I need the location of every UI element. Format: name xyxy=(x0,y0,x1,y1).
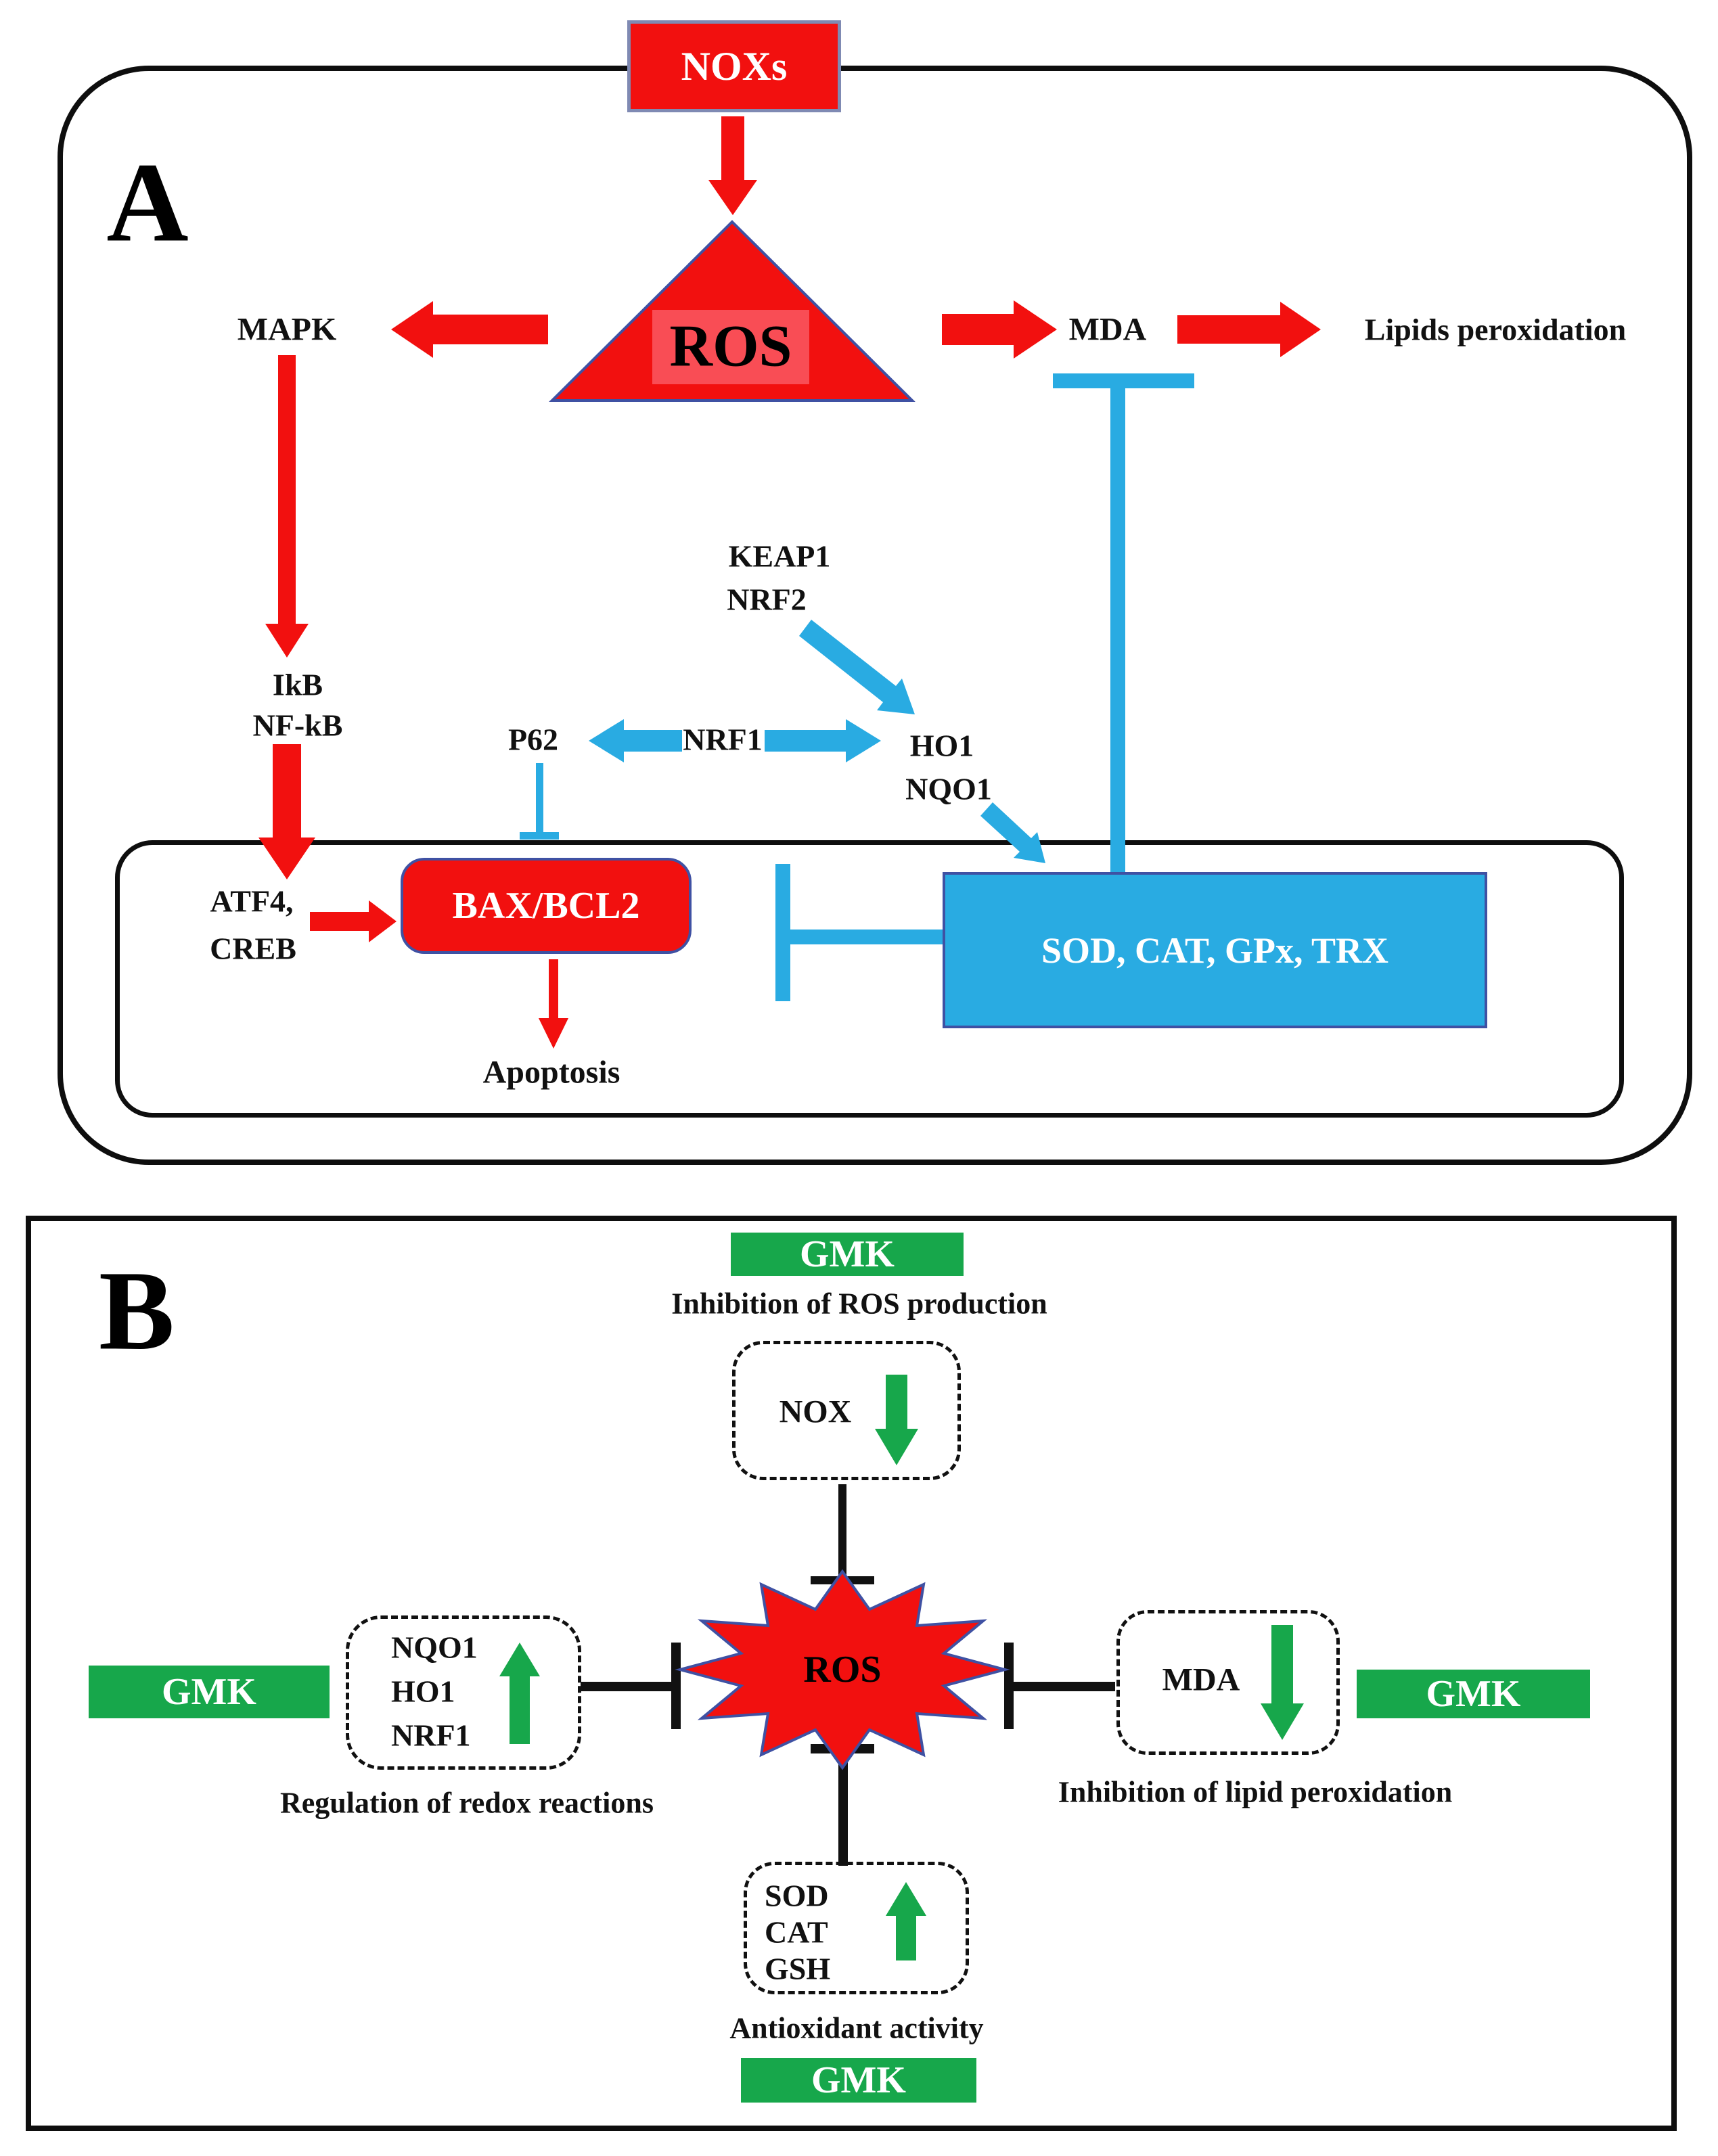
tbar-antioxidants-inhibit-bax-stem xyxy=(790,930,945,944)
antiox-node-cat: CAT xyxy=(765,1914,828,1950)
tbar-antioxidant-inhibits-ros-stem xyxy=(838,1753,848,1866)
mda-node-b: MDA xyxy=(1162,1661,1240,1698)
ikb-node: IkB xyxy=(272,667,323,702)
keap1-node: KEAP1 xyxy=(728,538,831,574)
atf4-node: ATF4, xyxy=(210,884,294,919)
arrow-mda-to-lipids xyxy=(1177,302,1321,357)
gmk-box-top-label: GMK xyxy=(800,1233,895,1275)
caption-lipid-peroxidation: Inhibition of lipid peroxidation xyxy=(1058,1775,1453,1809)
arrow-nrf2-to-ho1 xyxy=(799,620,915,714)
noxs-box-label: NOXs xyxy=(681,43,788,89)
tbar-p62-inhibits-bax-head xyxy=(520,832,559,840)
panel-a-label: A xyxy=(106,139,189,266)
gmk-box-left xyxy=(89,1666,330,1718)
creb-node: CREB xyxy=(210,931,296,966)
arrow-mapk-to-ikb xyxy=(265,355,309,658)
tbar-p62-inhibits-bax-stem xyxy=(536,763,543,836)
tbar-nox-inhibits-ros-stem xyxy=(838,1484,846,1576)
apoptosis-node: Apoptosis xyxy=(482,1054,620,1091)
arrow-ros-to-mapk xyxy=(391,301,548,358)
tbar-antioxidants-inhibit-bax-head xyxy=(775,864,790,1001)
p62-node: P62 xyxy=(507,722,559,757)
gmk-box-bottom xyxy=(741,2058,976,2103)
arrow-nfkb-to-atf4 xyxy=(258,744,315,879)
bax-bcl2-box xyxy=(401,858,692,954)
caption-redox-regulation: Regulation of redox reactions xyxy=(280,1786,654,1820)
noxs-box xyxy=(627,20,841,112)
tbar-mda-inhibits-ros-head xyxy=(1004,1643,1014,1729)
arrow-atf4-to-bax xyxy=(310,900,397,942)
nox-node-b: NOX xyxy=(779,1394,852,1430)
nqo1-node: NQO1 xyxy=(905,771,992,806)
redox-node-nrf1: NRF1 xyxy=(391,1718,471,1753)
antioxidant-enzymes-box xyxy=(943,872,1487,1028)
gmk-box-bottom-label: GMK xyxy=(811,2059,906,2101)
arrow-bax-to-apoptosis xyxy=(539,959,568,1049)
tbar-mda-inhibits-ros-stem xyxy=(1014,1682,1115,1691)
ros-node-b: ROS xyxy=(803,1649,882,1691)
mda-node: MDA xyxy=(1068,311,1147,348)
redox-node-ho1: HO1 xyxy=(391,1674,455,1709)
arrow-noxs-to-ros xyxy=(708,116,757,215)
arrow-nqo1-to-antioxidants xyxy=(980,802,1045,863)
caption-inhibition-ros: Inhibition of ROS production xyxy=(671,1287,1047,1321)
tbar-redox-inhibits-ros-stem xyxy=(581,1682,671,1691)
tbar-sod-inhibits-mda-stem xyxy=(1110,388,1125,874)
nrf1-node: NRF1 xyxy=(683,722,763,757)
bax-bcl2-label: BAX/BCL2 xyxy=(452,885,640,927)
antiox-node-gsh: GSH xyxy=(765,1951,831,1986)
tbar-sod-inhibits-mda-head xyxy=(1053,373,1194,388)
ho1-node: HO1 xyxy=(909,728,974,763)
gmk-box-right xyxy=(1357,1670,1590,1718)
lipids-peroxidation-node: Lipids peroxidation xyxy=(1364,312,1627,347)
tbar-redox-inhibits-ros-head xyxy=(671,1643,681,1729)
arrow-ros-to-mda xyxy=(942,300,1057,359)
gmk-box-top xyxy=(731,1233,964,1276)
gmk-box-right-label: GMK xyxy=(1426,1673,1521,1715)
mapk-node: MAPK xyxy=(237,311,337,348)
arrow-nrf1-to-ho1 xyxy=(765,719,881,762)
gmk-box-left-label: GMK xyxy=(162,1671,256,1713)
redox-node-nqo1: NQO1 xyxy=(391,1630,478,1665)
antioxidant-enzymes-label: SOD, CAT, GPx, TRX xyxy=(1041,930,1389,971)
ros-node: ROS xyxy=(669,313,792,380)
arrow-nrf1-to-p62 xyxy=(589,719,682,762)
panel-b-label: B xyxy=(98,1247,175,1374)
caption-antioxidant-activity: Antioxidant activity xyxy=(729,2011,984,2045)
nfkb-node: NF-kB xyxy=(252,708,343,743)
antiox-node-sod: SOD xyxy=(765,1878,829,1913)
nrf2-node: NRF2 xyxy=(727,582,807,617)
